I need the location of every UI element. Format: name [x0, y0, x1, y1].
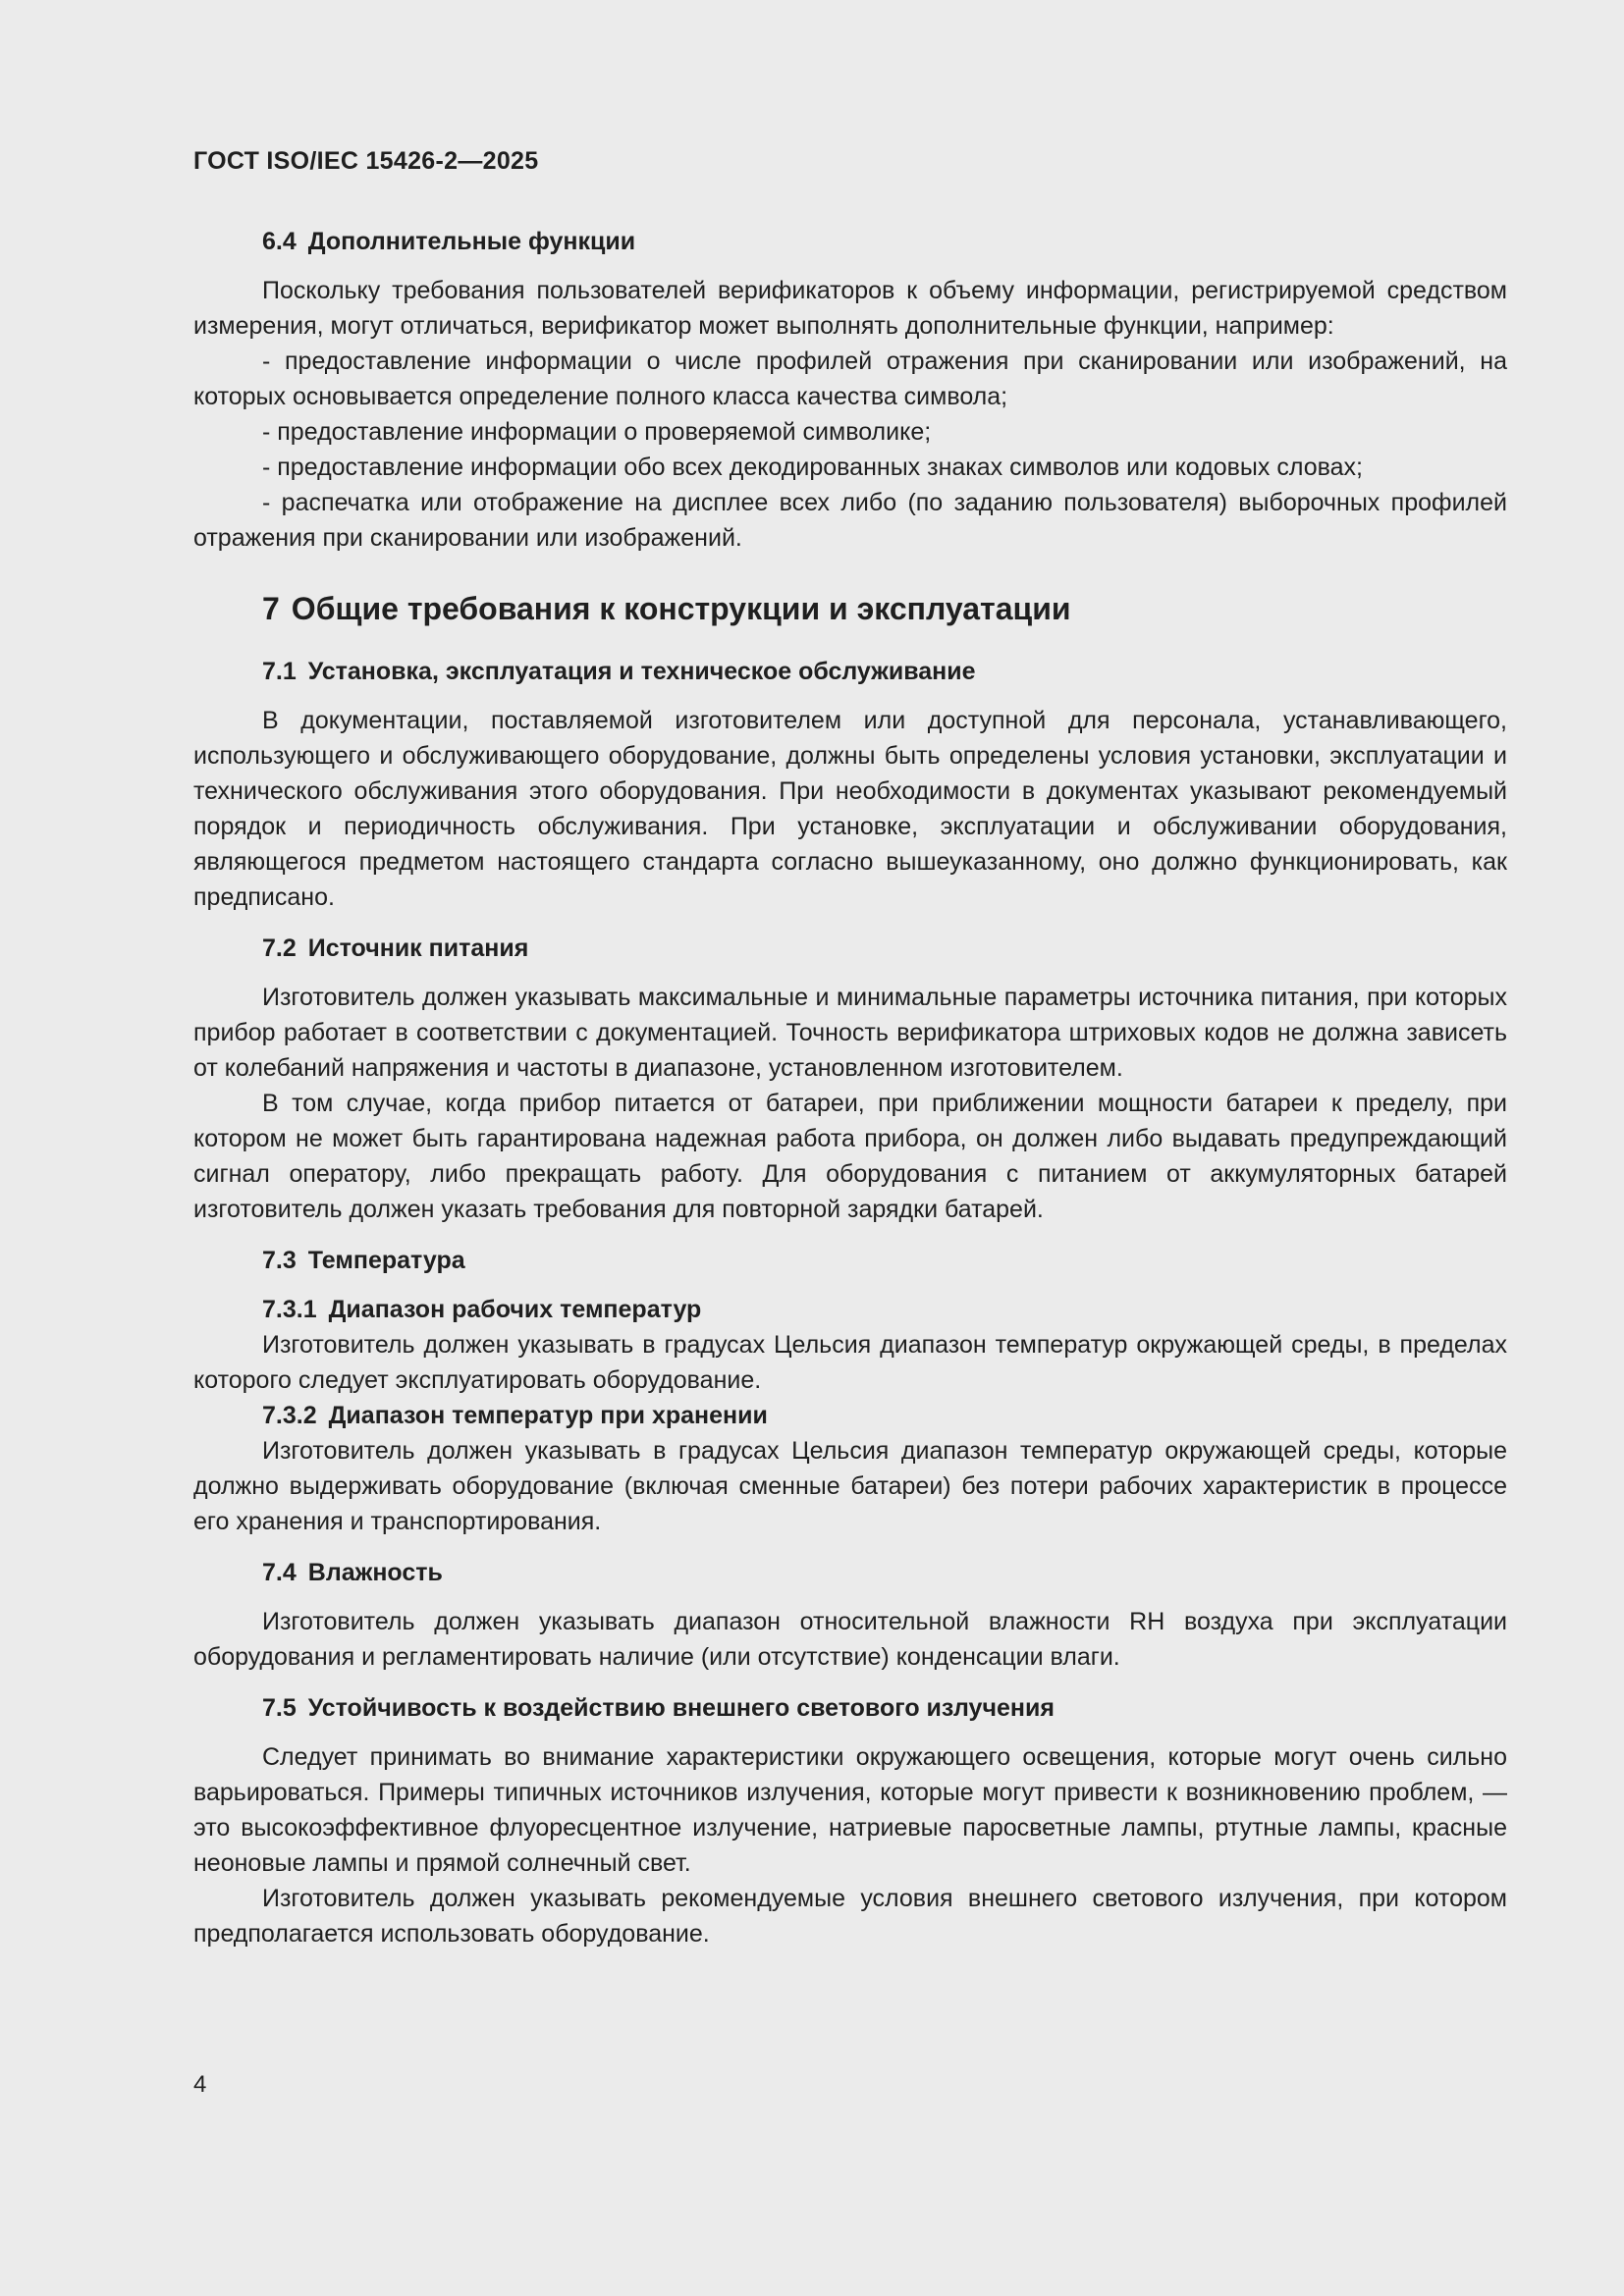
section-number: 7.1 — [262, 658, 297, 685]
document-body — [193, 224, 1507, 1951]
section-number: 6.4 — [262, 228, 297, 255]
section-title: Влажность — [307, 1559, 443, 1586]
section-heading-7-2 — [193, 931, 1507, 966]
section-number: 7.2 — [262, 934, 297, 962]
page-number: 4 — [193, 2071, 207, 2098]
chapter-number: 7 — [262, 591, 280, 626]
section-heading-7-1 — [193, 654, 1507, 689]
section-title: Дополнительные функции — [307, 228, 636, 255]
subsection-heading-7-3-1 — [193, 1292, 1507, 1327]
paragraph: В том случае, когда прибор питается от батареи, при приближении мощности батареи к пределу, при котором не может быть гарантирована надежная работа прибора, он должен либо выдавать предупреждающий сигнал оператору, либо прекращать работу. Для оборудования с питанием от аккумуляторных батарей изготовитель должен указать требования для повторной зарядки батарей. — [193, 1090, 1507, 1223]
section-number: 7.3.1 — [262, 1296, 317, 1323]
list-item: - распечатка или отображение на дисплее всех либо (по заданию пользователя) выборочных профилей отражения при сканировании или изображений. — [193, 489, 1507, 552]
paragraph: Изготовитель должен указывать максимальные и минимальные параметры источника питания, при которых прибор работает в соответствии с документацией. Точность верификатора штриховых кодов не должна зависеть от колебаний напряжения и частоты в диапазоне, установленном изготовителем. — [193, 984, 1507, 1082]
list-item: - предоставление информации о числе профилей отражения при сканировании или изображений, на которых основывается определение полного класса качества символа; — [193, 347, 1507, 410]
section-heading-7-4 — [193, 1555, 1507, 1590]
paragraph: Изготовитель должен указывать в градусах Цельсия диапазон температур окружающей среды, которые должно выдерживать оборудование (включая сменные батареи) без потери рабочих характеристик в процессе его хранения и транспортирования. — [193, 1437, 1507, 1535]
paragraph: Изготовитель должен указывать диапазон относительной влажности RH воздуха при эксплуатации оборудования и регламентировать наличие (или отсутствие) конденсации влаги. — [193, 1608, 1507, 1671]
section-number: 7.3.2 — [262, 1402, 317, 1429]
section-title: Диапазон рабочих температур — [328, 1296, 702, 1323]
paragraph: В документации, поставляемой изготовителем или доступной для персонала, устанавливающего, использующего и обслуживающего оборудование, должны быть определены условия установки, эксплуатации и технического обслуживания этого оборудования. При необходимости в документах указывают рекомендуемый порядок и периодичность обслуживания. При установке, эксплуатации и обслуживании оборудования, являющегося предметом настоящего стандарта согласно вышеуказанному, оно должно функционировать, как предписано. — [193, 707, 1507, 911]
paragraph: Следует принимать во внимание характеристики окружающего освещения, которые могут очень сильно варьироваться. Примеры типичных источников излучения, которые могут привести к возникновению проблем, — это высокоэффективное флуоресцентное излучение, натриевые паросветные лампы, ртутные лампы, красные неоновые лампы и прямой солнечный свет. — [193, 1743, 1507, 1877]
list-item: - предоставление информации о проверяемой символике; — [262, 418, 932, 446]
section-heading-7-3 — [193, 1243, 1507, 1278]
standard-header: ГОСТ ISO/IEC 15426-2—2025 — [193, 147, 539, 175]
section-number: 7.4 — [262, 1559, 297, 1586]
section-title: Устойчивость к воздействию внешнего светового излучения — [307, 1694, 1055, 1722]
subsection-heading-7-3-2 — [193, 1398, 1507, 1433]
section-heading-6-4 — [193, 224, 1507, 259]
section-heading-7-5 — [193, 1690, 1507, 1726]
section-title: Установка, эксплуатация и техническое обслуживание — [307, 658, 976, 685]
list-item: - предоставление информации обо всех декодированных знаках символов или кодовых словах; — [262, 454, 1363, 481]
section-title: Источник питания — [307, 934, 529, 962]
section-title: Температура — [307, 1247, 465, 1274]
section-number: 7.3 — [262, 1247, 297, 1274]
section-title: Диапазон температур при хранении — [328, 1402, 768, 1429]
paragraph: Поскольку требования пользователей верификаторов к объему информации, регистрируемой средством измерения, могут отличаться, верификатор может выполнять дополнительные функции, например: — [193, 277, 1507, 340]
paragraph: Изготовитель должен указывать рекомендуемые условия внешнего светового излучения, при котором предполагается использовать оборудование. — [193, 1885, 1507, 1948]
paragraph: Изготовитель должен указывать в градусах Цельсия диапазон температур окружающей среды, в пределах которого следует эксплуатировать оборудование. — [193, 1331, 1507, 1394]
section-number: 7.5 — [262, 1694, 297, 1722]
chapter-title: Общие требования к конструкции и эксплуатации — [291, 591, 1071, 626]
chapter-heading-7 — [193, 589, 1507, 628]
